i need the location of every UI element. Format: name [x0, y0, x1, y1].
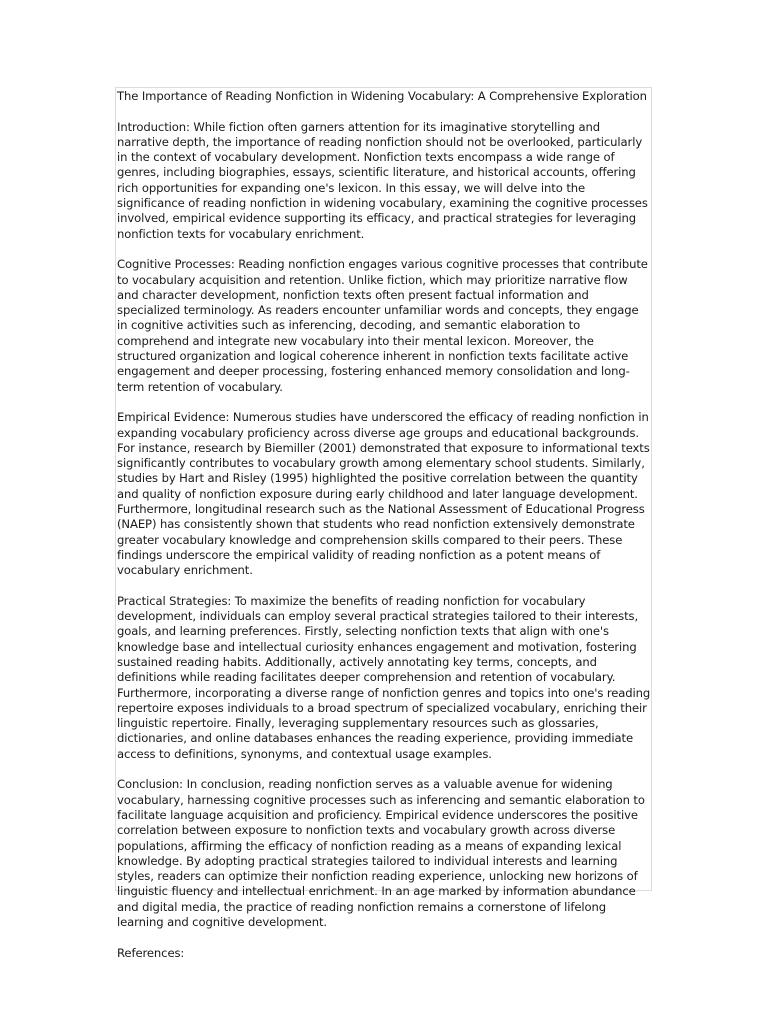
paragraph-cognitive-processes: Cognitive Processes: Reading nonfiction engages various cognitive processes that contribute to vocabulary acquisition and retention. Unlike fiction, which may prioritize narrative flow and character development, nonfiction texts often present factual information and specialized terminology. As readers encounter unfamiliar words and concepts, they engage in cognitive activities such as inferencing, decoding, and semantic elaboration to comprehend and integrate new vocabulary into their mental lexicon. Moreover, the structured organization and logical coherence inherent in nonfiction texts facilitate active engagement and deeper processing, fostering enhanced memory consolidation and long-term retention of vocabulary.: [117, 257, 648, 394]
paragraph-conclusion: Conclusion: In conclusion, reading nonfiction serves as a valuable avenue for widening vocabulary, harnessing cognitive processes such as inferencing and semantic elaboration to facilitate language acquisition and proficiency. Empirical evidence underscores the positive correlation between exposure to nonfiction texts and vocabulary growth across diverse populations, affirming the efficacy of nonfiction reading as a means of expanding lexical knowledge. By adopting practical strategies tailored to individual interests and learning styles, readers can optimize their nonfiction reading experience, unlocking new horizons of linguistic fluency and intellectual enrichment. In an age marked by information abundance and digital media, the practice of reading nonfiction remains a cornerstone of lifelong learning and cognitive development.: [117, 777, 645, 930]
paragraph-practical-strategies: Practical Strategies: To maximize the benefits of reading nonfiction for vocabulary development, individuals can employ several practical strategies tailored to their interests, goals, and learning preferences. Firstly, selecting nonfiction texts that align with one's knowledge base and intellectual curiosity enhances engagement and motivation, fostering sustained reading habits. Additionally, actively annotating key terms, concepts, and definitions while reading facilitates deeper comprehension and retention of vocabulary. Furthermore, incorporating a diverse range of nonfiction genres and topics into one's reading repertoire exposes individuals to a broad spectrum of specialized vocabulary, enriching their linguistic repertoire. Finally, leveraging supplementary resources such as glossaries, dictionaries, and online databases enhances the reading experience, providing immediate access to definitions, synonyms, and contextual usage examples.: [117, 593, 651, 761]
paragraph-introduction: Introduction: While fiction often garners attention for its imaginative storytelling and narrative depth, the importance of reading nonfiction should not be overlooked, particularly in the context of vocabulary development. Nonfiction texts encompass a wide range of genres, including biographies, essays, scientific literature, and historical accounts, offering rich opportunities for expanding one's lexicon. In this essay, we will delve into the significance of reading nonfiction in widening vocabulary, examining the cognitive processes involved, empirical evidence supporting its efficacy, and practical strategies for leveraging nonfiction texts for vocabulary enrichment.: [117, 119, 648, 241]
document-body: [116, 88, 651, 961]
references-heading: References:: [117, 945, 185, 960]
document-title: The Importance of Reading Nonfiction in Widening Vocabulary: A Comprehensive Exploration: [117, 89, 647, 103]
document-page: [115, 87, 652, 960]
paragraph-empirical-evidence: Empirical Evidence: Numerous studies have underscored the efficacy of reading nonfiction in expanding vocabulary proficiency across diverse age groups and educational backgrounds. For instance, research by Biemiller (2001) demonstrated that exposure to informational texts significantly contributes to vocabulary growth among elementary school students. Similarly, studies by Hart and Risley (1995) highlighted the positive correlation between the quantity and quality of nonfiction exposure during early childhood and later language development. Furthermore, longitudinal research such as the National Assessment of Educational Progress (NAEP) has consistently shown that students who read nonfiction extensively demonstrate greater vocabulary knowledge and comprehension skills compared to their peers. These findings underscore the empirical validity of reading nonfiction as a potent means of vocabulary enrichment.: [117, 410, 650, 578]
